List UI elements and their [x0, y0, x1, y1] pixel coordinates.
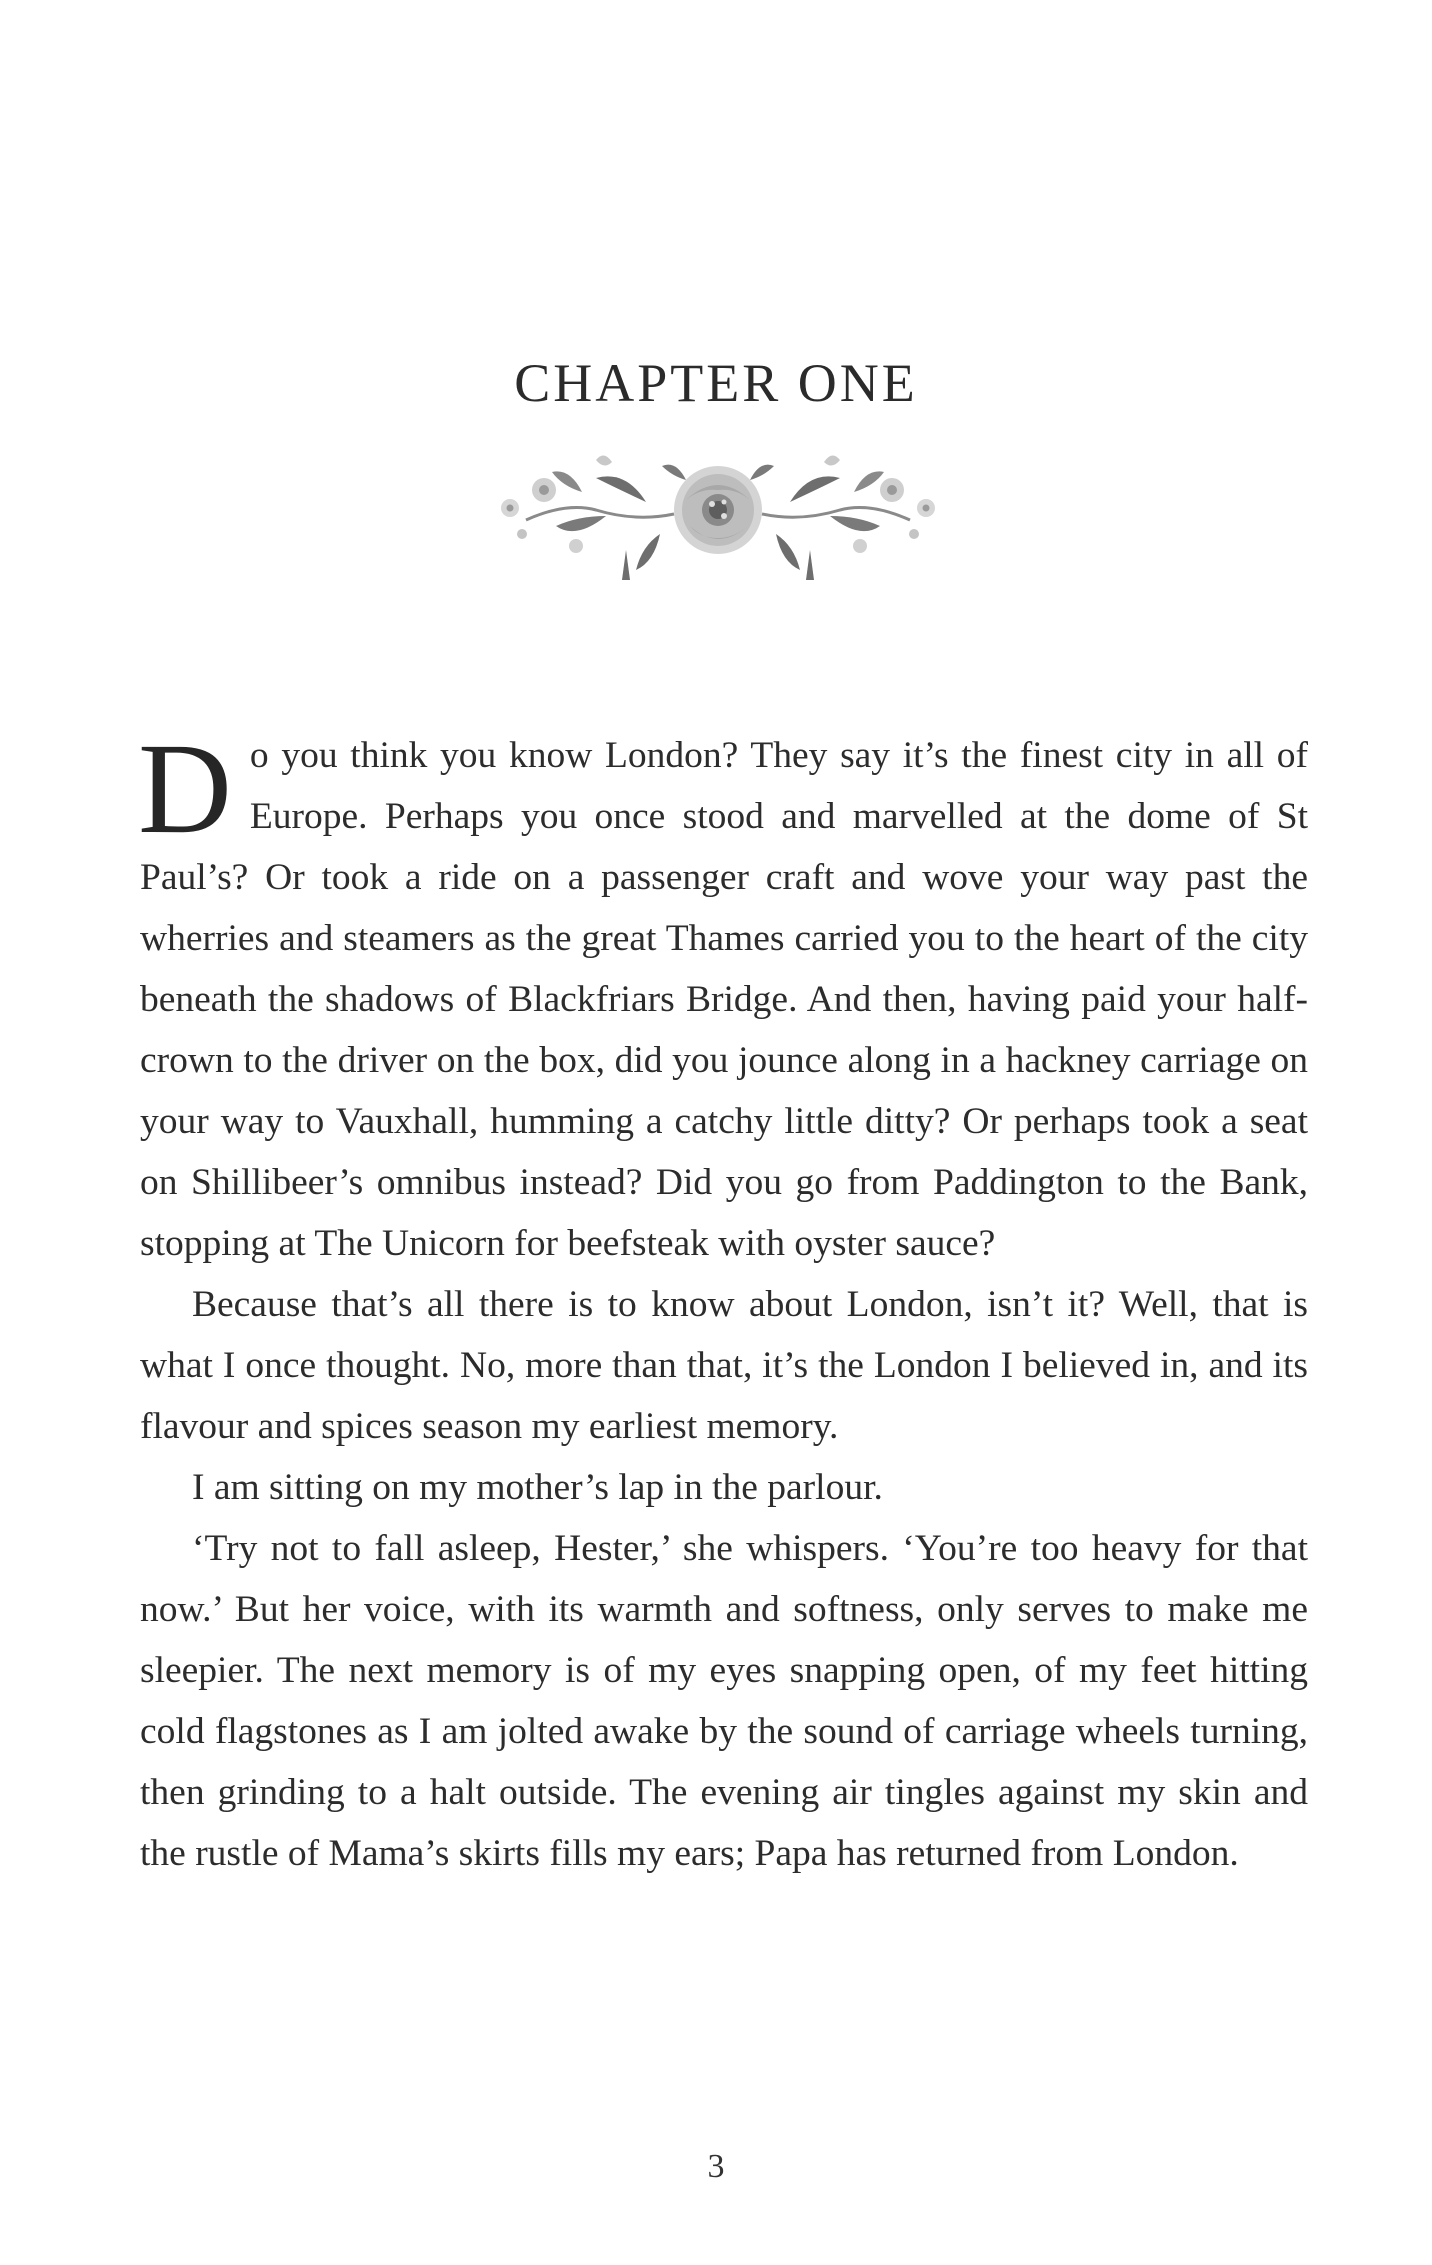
paragraph-1-text: o you think you know London? They say it’s the finest city in all of Europe. Perhaps you once stood and marvelled at the dome of St Paul’s? Or took a ride on a passenger craft and wove your way past the wherries and steamers as the great Thames carried you to the heart of the city beneath the shadows of Blackfriars Bridge. And then, having paid your half-crown to the driver on the box, did you jounce along in a hackney carriage on your way to Vauxhall, humming a catchy little ditty? Or perhaps took a seat on Shillibeer’s omnibus instead? Did you go from Paddington to the Bank, stopping at The Unicorn for beefsteak with oyster sauce? [140, 735, 1308, 1264]
drop-cap: D [138, 717, 232, 861]
floral-ornament-icon [486, 430, 946, 590]
paragraph-2: Because that’s all there is to know about London, isn’t it? Well, that is what I once thought. No, more than that, it’s the London I believed in, and its flavour and spices season my earliest memory. [140, 1284, 1308, 1447]
paragraph-4: ‘Try not to fall asleep, Hester,’ she whispers. ‘You’re too heavy for that now.’ But her voice, with its warmth and softness, only serves to make me sleepier. The next memory is of my eyes snapping open, of my feet hitting cold flagstones as I am jolted awake by the sound of carriage wheels turning, then grinding to a halt outside. The evening air tingles against my skin and the rustle of Mama’s skirts fills my ears; Papa has returned from London. [140, 1528, 1308, 1874]
paragraph-3: I am sitting on my mother’s lap in the parlour. [192, 1467, 883, 1508]
chapter-body [138, 717, 1308, 1884]
ornament-rose [674, 466, 762, 554]
chapter-title: CHAPTER ONE [514, 353, 918, 413]
ornament-left-sprig [501, 455, 686, 580]
paragraph-1 [138, 717, 1308, 1274]
ornament-right-sprig [750, 455, 935, 580]
page-number: 3 [707, 2148, 725, 2185]
